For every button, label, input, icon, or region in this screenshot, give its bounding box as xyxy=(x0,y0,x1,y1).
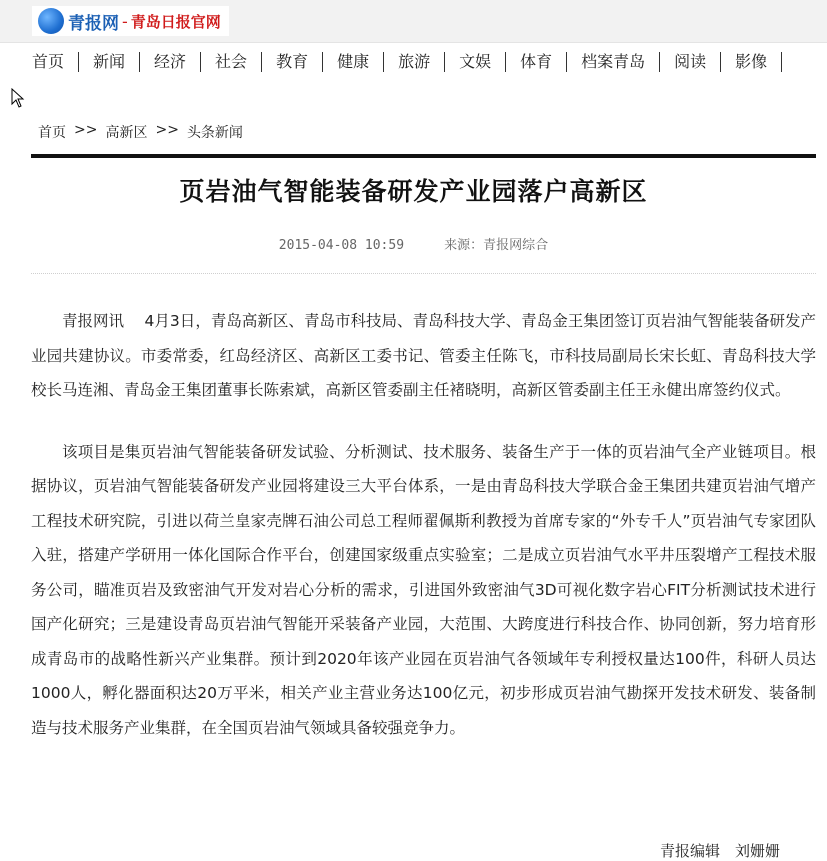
article-body xyxy=(31,304,816,772)
nav-item-reading[interactable]: 阅读 xyxy=(660,52,721,72)
mouse-pointer-icon xyxy=(11,88,25,112)
breadcrumb xyxy=(38,122,243,142)
article-editor: 青报编辑 刘姗姗 xyxy=(660,842,781,860)
article-paragraph: 该项目是集页岩油气智能装备研发试验、分析测试、技术服务、装备生产于一体的页岩油气全产业链项目。根据协议，页岩油气智能装备研发产业园将建设三大平台体系，一是由青岛科技大学联合金王集团共建页岩油气增产工程技术研究院，引进以荷兰皇家壳牌石油公司总工程师翟佩斯利教授为首席专家的“外专千人”页岩油气专家团队入驻，搭建产学研用一体化国际合作平台，创建国家级重点实验室；二是成立页岩油气水平井压裂增产工程技术服务公司，瞄准页岩及致密油气开发对岩心分析的需求，引进国外致密油气3D可视化数字岩心FIT分析测试技术进行国产化研究；三是建设青岛页岩油气智能开采装备产业园，大范围、大跨度进行科技合作、协同创新，努力培育形成青岛市的战略性新兴产业集群。预计到2020年该产业园在页岩油气各领域年专利授权量达100件，科研人员达1000人，孵化器面积达20万平米，相关产业主营业务达100亿元，初步形成页岩油气勘探开发技术研发、装备制造与技术服务产业集群，在全国页岩油气领域具备较强竞争力。 xyxy=(31,442,816,737)
logo-name: 青报网 xyxy=(68,13,119,34)
breadcrumb-separator: >> xyxy=(155,122,179,138)
nav-item-health[interactable]: 健康 xyxy=(323,52,384,72)
article-paragraph: 青报网讯 4月3日，青岛高新区、青岛市科技局、青岛科技大学、青岛金王集团签订页岩油气智能装备研发产业园共建协议。市委常委，红岛经济区、高新区工委书记、管委主任陈飞，市科技局副局长宋长虹、青岛科技大学校长马连湘、青岛金王集团董事长陈索斌，高新区管委副主任褚晓明，高新区管委副主任王永健出席签约仪式。 xyxy=(31,312,816,399)
meta-divider xyxy=(31,273,816,274)
nav-item-sports[interactable]: 体育 xyxy=(506,52,567,72)
nav-item-travel[interactable]: 旅游 xyxy=(384,52,445,72)
logo-subtitle: 青岛日报官网 xyxy=(130,12,221,31)
breadcrumb-separator: >> xyxy=(74,122,98,138)
article-meta xyxy=(0,234,827,253)
article-source: 来源：青报网综合 xyxy=(444,238,549,253)
breadcrumb-current[interactable]: 头条新闻 xyxy=(186,125,243,141)
article-date: 2015-04-08 10:59 xyxy=(278,238,405,253)
nav-item-entertainment[interactable]: 文娱 xyxy=(445,52,506,72)
header-divider xyxy=(31,154,816,158)
site-logo[interactable] xyxy=(32,6,229,36)
nav-item-society[interactable]: 社会 xyxy=(201,52,262,72)
breadcrumb-section[interactable]: 高新区 xyxy=(105,125,148,141)
logo-separator: - xyxy=(122,11,128,31)
main-nav xyxy=(0,50,827,74)
nav-item-news[interactable]: 新闻 xyxy=(79,52,140,72)
nav-item-archives[interactable]: 档案青岛 xyxy=(567,52,660,72)
article-title: 页岩油气智能装备研发产业园落户高新区 xyxy=(179,177,648,206)
nav-item-education[interactable]: 教育 xyxy=(262,52,323,72)
nav-item-economy[interactable]: 经济 xyxy=(140,52,201,72)
nav-item-images[interactable]: 影像 xyxy=(721,52,782,72)
globe-icon xyxy=(38,8,64,34)
nav-item-home[interactable]: 首页 xyxy=(0,52,79,72)
top-bar xyxy=(0,0,827,43)
breadcrumb-home[interactable]: 首页 xyxy=(38,125,66,141)
